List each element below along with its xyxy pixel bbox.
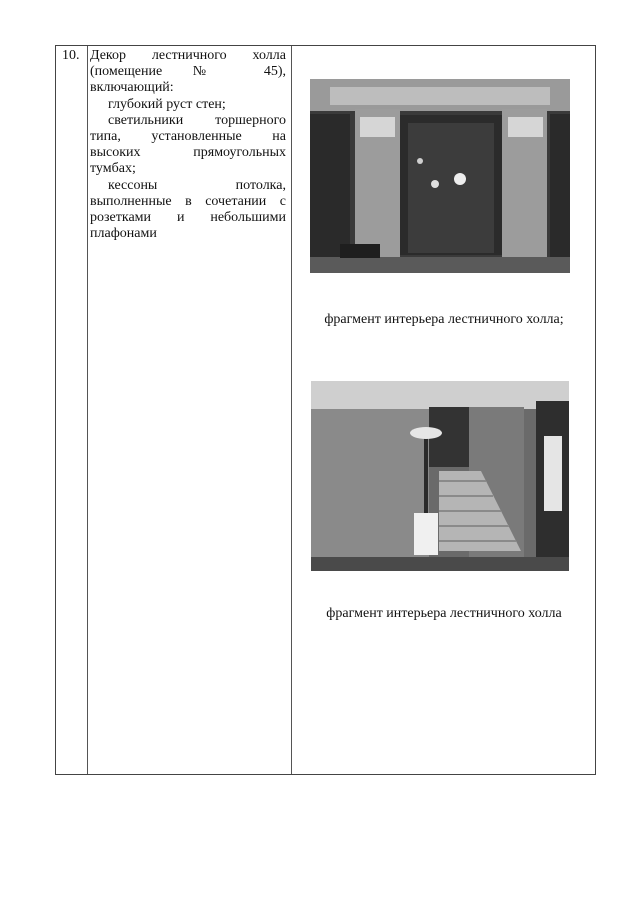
description-line: глубокий руст стен; — [108, 96, 226, 112]
description-line: выполненные в сочетании с — [90, 193, 286, 209]
row-number: 10. — [62, 48, 80, 63]
photo-hall-doors-image — [310, 79, 570, 273]
description-line: Декор лестничного холла — [90, 48, 286, 63]
description-line: включающий: — [90, 80, 174, 96]
table-row — [55, 45, 596, 775]
description-line: тумбах; — [90, 161, 136, 177]
description-line: светильники торшерного — [108, 112, 286, 128]
column-divider — [87, 46, 88, 774]
photo-hall-doors — [310, 79, 570, 273]
column-divider — [291, 46, 292, 774]
photo-caption: фрагмент интерьера лестничного холла; — [324, 312, 564, 327]
description-line: кессоны потолка, — [108, 177, 286, 193]
photo-staircase-image — [311, 381, 569, 571]
description-line: розетками и небольшими — [90, 210, 286, 226]
photo-caption: фрагмент интерьера лестничного холла — [326, 606, 562, 621]
description-line: типа, установленные на — [90, 129, 286, 145]
description-cell — [90, 48, 286, 242]
description-line: плафонами — [90, 226, 157, 242]
photo-staircase — [311, 381, 569, 571]
description-line: высоких прямоугольных — [90, 145, 286, 161]
description-line: (помещение № 45), — [90, 64, 286, 80]
